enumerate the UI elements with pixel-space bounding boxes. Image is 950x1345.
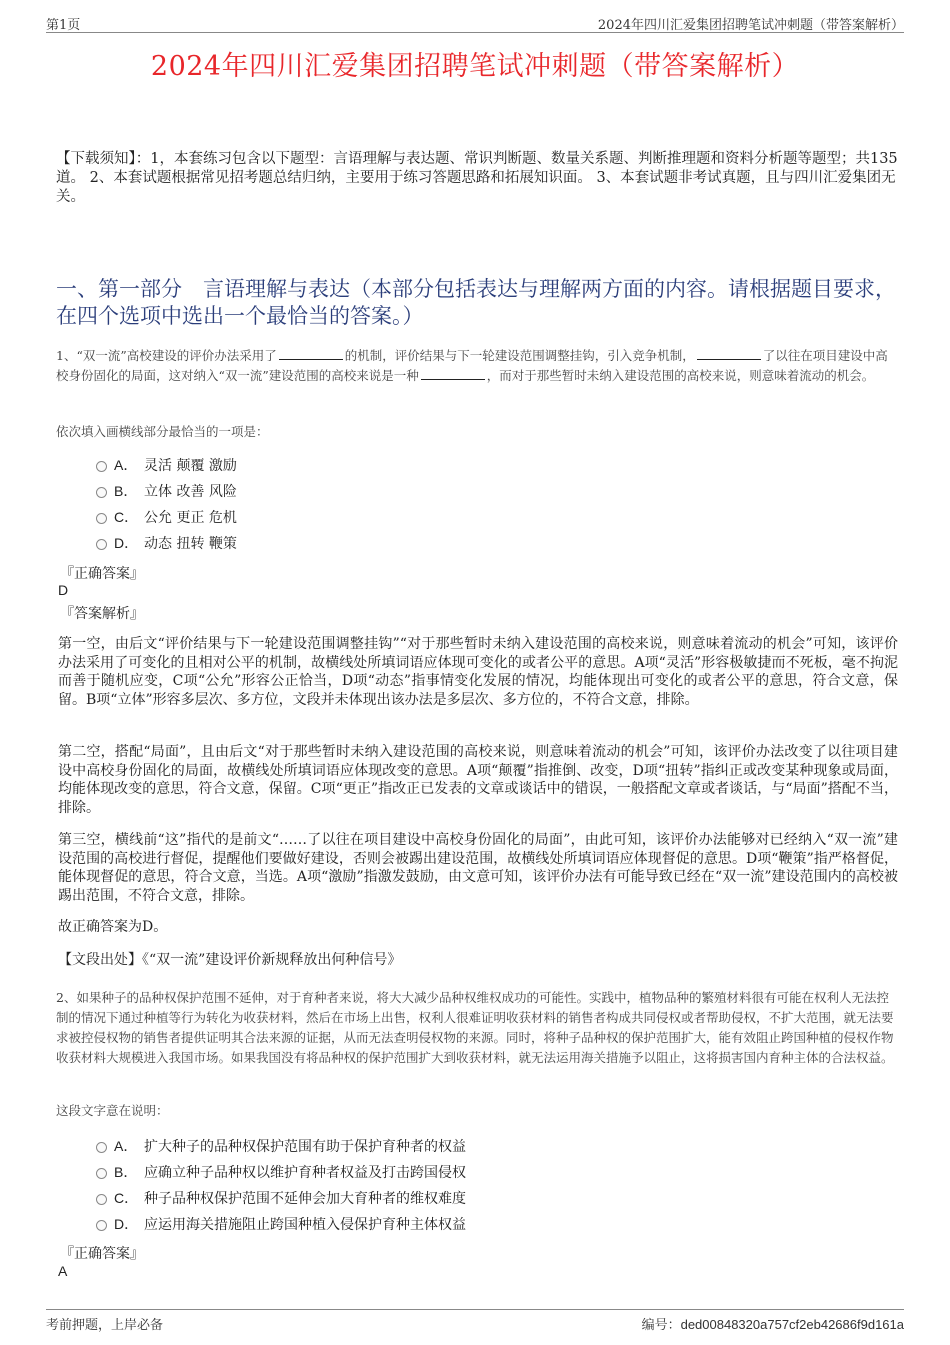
page-footer	[46, 1309, 904, 1332]
question-2-prompt: 这段文字意在说明：	[56, 1103, 169, 1118]
source-note: 【文段出处】《“双一流”建设评价新规释放出何种信号》	[58, 952, 402, 968]
analysis-paragraph-2: 第二空，搭配“局面”，且由后文“对于那些暂时未纳入建设范围的高校来说，则意味着流动的机会”可知，该评价办法改变了以往项目建设中高校身份固化的局面，故横线处所填词语应体现改变的意思。A项“颠覆”指推倒、改变，D项“扭转”指纠正或改变某种现象或局面，均能体现改变的意思，符合文意，保留。C项“更正”指改正已发表的文章或谈话中的错误，一般搭配文章或者谈话，与“局面”搭配不当，排除。	[58, 744, 898, 816]
answer-label: 『正确答案』	[60, 566, 144, 582]
blank-3	[421, 367, 485, 380]
radio-icon[interactable]	[96, 1168, 107, 1179]
analysis-paragraph-1: 第一空，由后文“评价结果与下一轮建设范围调整挂钩”“对于那些暂时未纳入建设范围的高校来说，则意味着流动的机会”可知，该评价办法采用了可变化的且相对公平的机制，故横线处所填词语应体现可变化的或者公平的意思。A项“灵活”形容极敏捷而不死板，毫不拘泥而善于随机应变，C项“公允”形容公正恰当，D项“动态”指事情变化发展的情况，均能体现出可变化的或者公平的意思，符合文意，保留。B项“立体”形容多层次、多方位，文段并未体现出该办法是多层次、多方位的，不符合文意，排除。	[58, 636, 898, 708]
download-notice: 【下载须知】：1，本套练习包含以下题型：言语理解与表达题、常识判断题、数量关系题、判断推理题和资料分析题等题型；共135道。 2、本套试题根据常见招考题总结归纳，主要用于练习答题思路和拓展知识面。 3、本套试题非考试真题，且与四川汇爱集团无关。	[56, 151, 898, 205]
radio-icon[interactable]	[96, 461, 107, 472]
blank-2	[697, 347, 761, 360]
analysis-paragraph-3: 第三空，横线前“这”指代的是前文“……了以往在项目建设中高校身份固化的局面”，由此可知，该评价办法能够对已经纳入“双一流”建设范围的高校进行督促，提醒他们要做好建设，否则会被踢出建设范围，故横线处所填词语应体现督促的意思。D项“鞭策”指严格督促，能体现督促的意思，符合文意，当选。A项“激励”指激发鼓励，由文意可知，该评价办法有可能导致已经在“双一流”建设范围内的高校被踢出范围，不符合文意，排除。	[58, 832, 898, 904]
radio-icon[interactable]	[96, 1142, 107, 1153]
answer-value: A	[58, 1263, 68, 1279]
radio-icon[interactable]	[96, 513, 107, 524]
radio-icon[interactable]	[96, 487, 107, 498]
page-number: 第1页	[46, 18, 81, 33]
radio-icon[interactable]	[96, 539, 107, 550]
footer-slogan: 考前押题，上岸必备	[46, 1318, 164, 1333]
header-doc-title: 2024年四川汇爱集团招聘笔试冲刺题（带答案解析）	[597, 18, 904, 33]
analysis-label: 『答案解析』	[60, 606, 144, 622]
radio-icon[interactable]	[96, 1194, 107, 1205]
answer-value: D	[58, 582, 69, 598]
footer-code: 编号：ded00848320a757cf2eb42686f9d161a	[641, 1317, 904, 1333]
page-header	[46, 12, 904, 33]
question-2-stem: 2、如果种子的品种权保护范围不延伸，对于育种者来说，将大大减少品种权维权成功的可能性。实践中，植物品种的繁殖材料很有可能在权利人无法控制的情况下通过种植等行为转化为收获材料，然后在市场上出售，权利人很难证明收获材料的销售者构成共同侵权或者帮助侵权，不扩大范围，就无法要求被控侵权物的销售者提供证明其合法来源的证据，从而无法查明侵权物的来源。同时，将种子品种权的保护范围扩大，能有效阻止跨国种植的侵权作物收获材料大规模进入我国市场。如果我国没有将品种权的保护范围扩大到收获材料，就无法运用海关措施予以阻止，这将损害国内育种主体的合法权益。	[56, 990, 894, 1065]
radio-icon[interactable]	[96, 1220, 107, 1231]
analysis-conclusion: 故正确答案为D。	[58, 919, 168, 935]
question-1-prompt: 依次填入画横线部分最恰当的一项是：	[56, 424, 269, 439]
answer-label: 『正确答案』	[60, 1246, 144, 1262]
section-heading: 一、第一部分 言语理解与表达（本部分包括表达与理解两方面的内容。请根据题目要求，在四个选项中选出一个最恰当的答案。）	[56, 277, 896, 328]
blank-1	[279, 347, 343, 360]
question-1-stem: 1、“双一流”高校建设的评价办法采用了 的机制，评价结果与下一轮建设范围调整挂钩，引入竞争机制， 了以往在项目建设中高校身份固化的局面，这对纳入“双一流”建设范围的高校来说是一种 ，而对于那些暂时未纳入建设范围的高校来说，则意味着流动的机会。	[56, 348, 888, 383]
document-title: 2024年四川汇爱集团招聘笔试冲刺题（带答案解析）	[150, 51, 800, 82]
